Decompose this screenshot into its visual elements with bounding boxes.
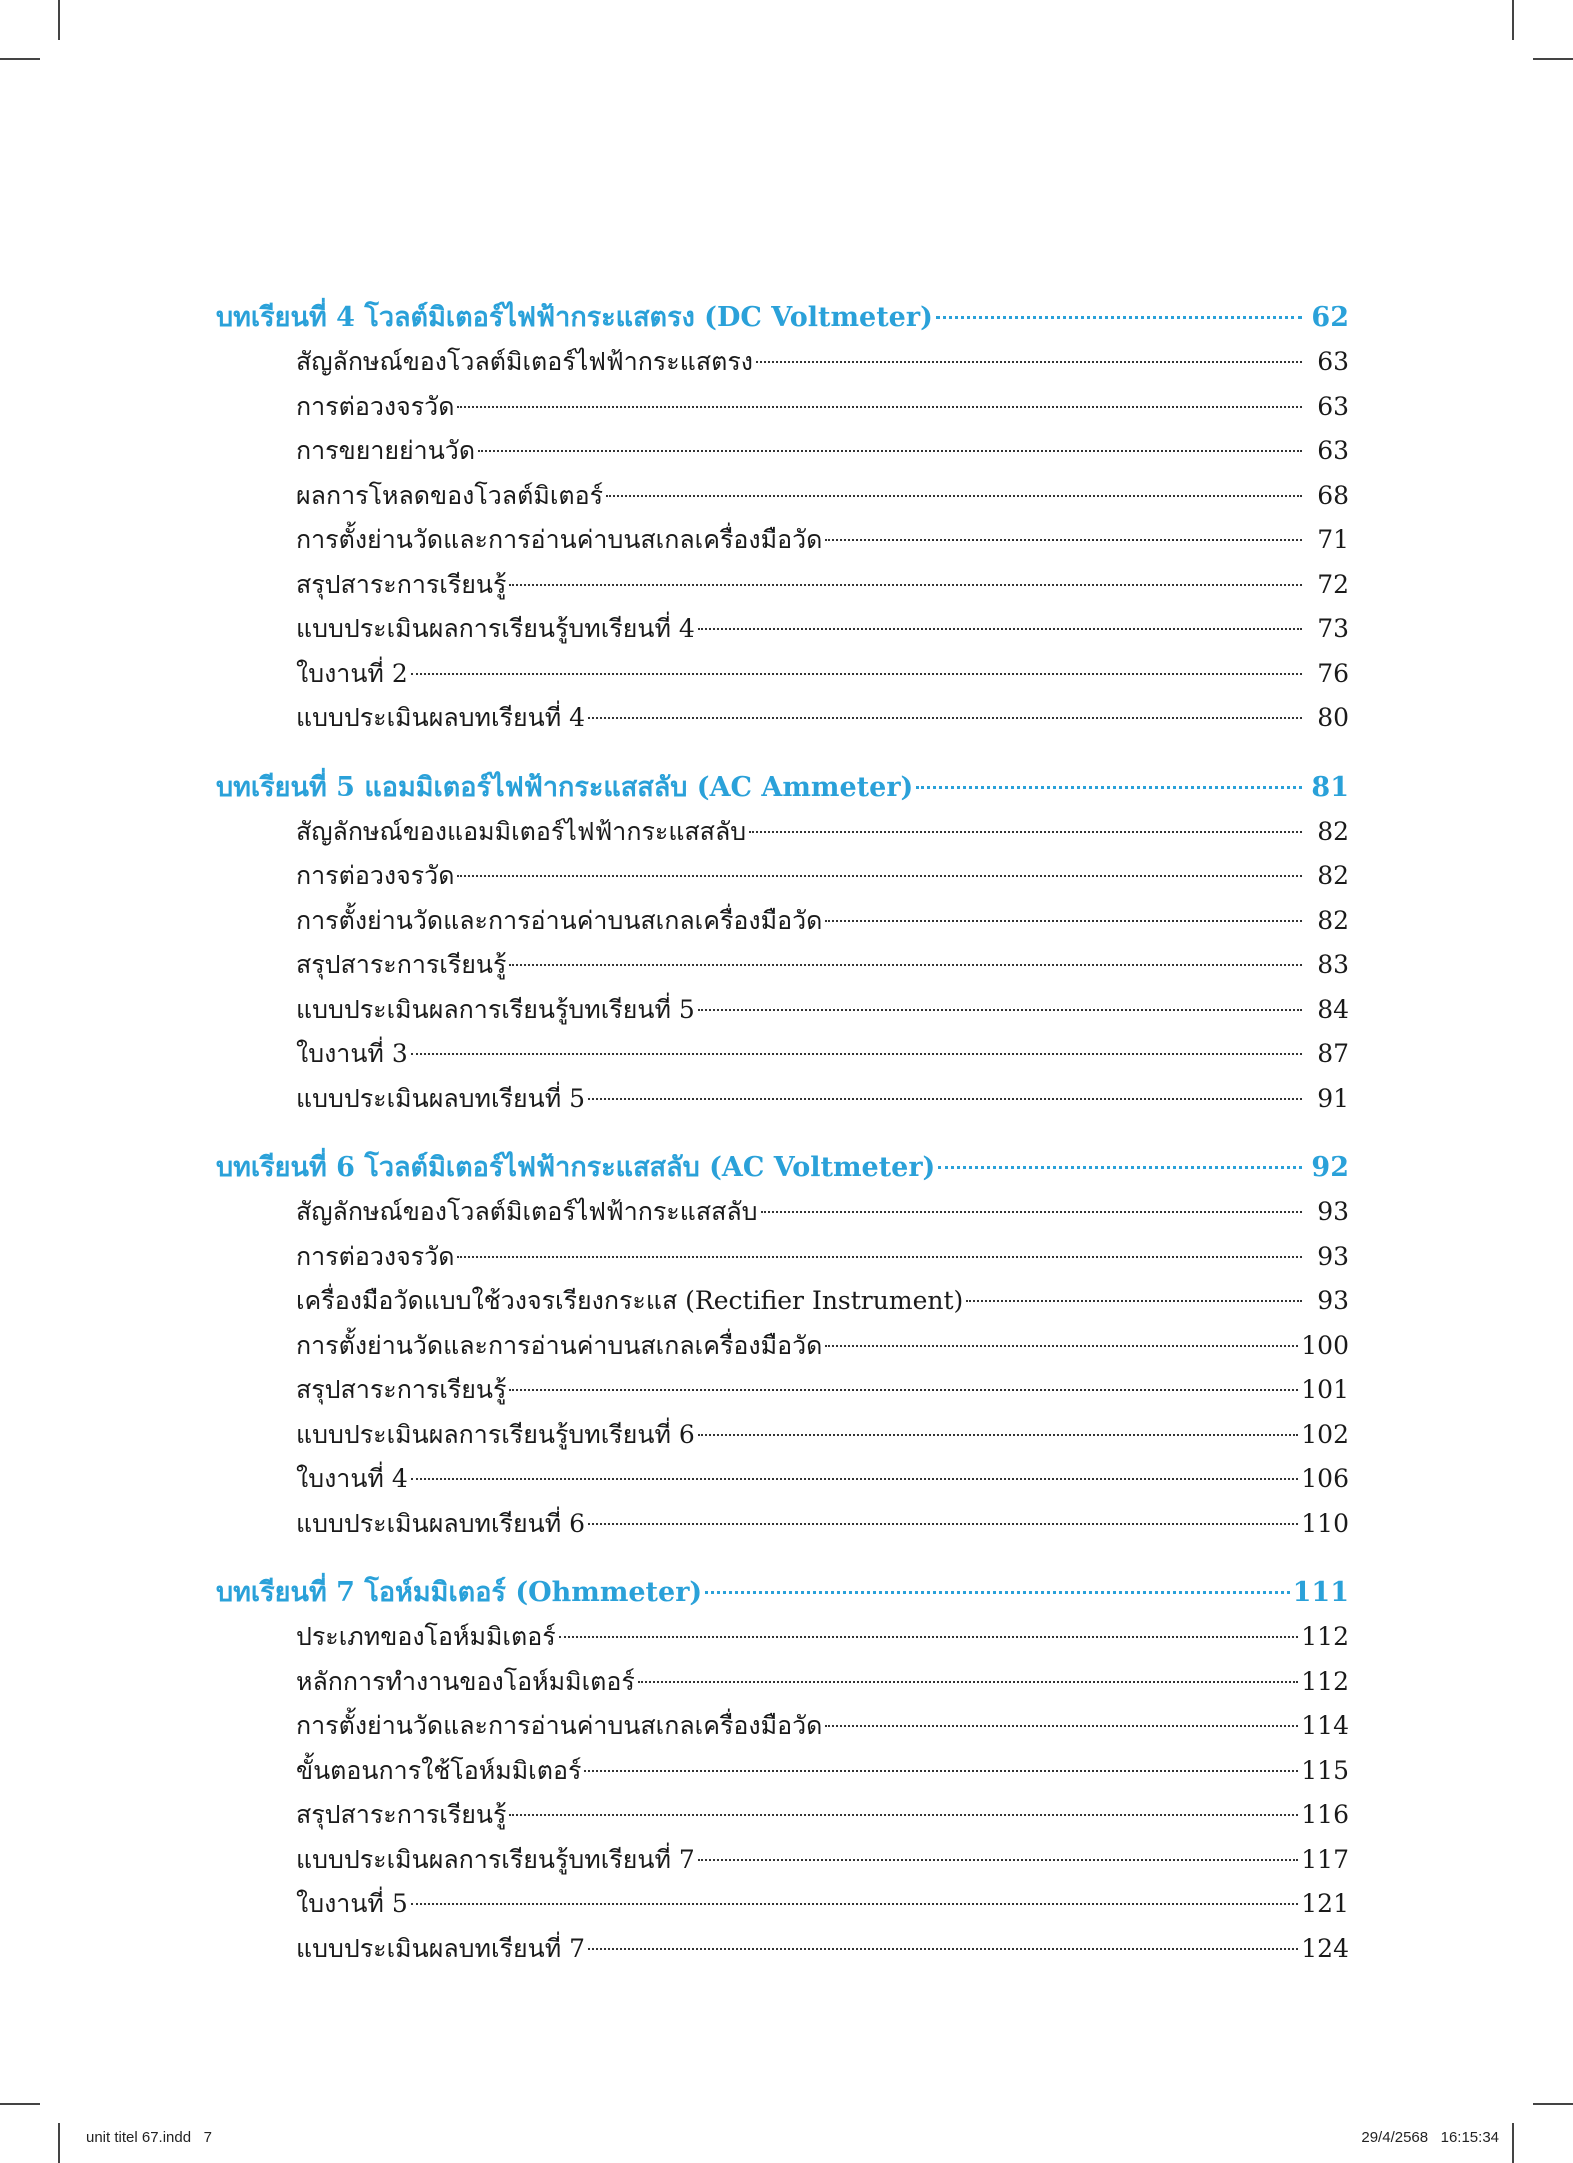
item-label: การต่อวงจรวัด bbox=[296, 391, 455, 421]
chapter-spacer bbox=[216, 741, 1349, 766]
toc-item[interactable] bbox=[216, 1615, 1349, 1660]
item-label: สัญลักษณ์ของโวลต์มิเตอร์ไฟฟ้ากระแสสลับ bbox=[296, 1197, 758, 1226]
item-label: สัญลักษณ์ของโวลต์มิเตอร์ไฟฟ้ากระแสตรง bbox=[296, 347, 753, 376]
item-page: 72 bbox=[1317, 569, 1349, 599]
toc-item[interactable] bbox=[216, 899, 1349, 944]
item-label: การตั้งย่านวัดและการอ่านค่าบนสเกลเครื่องมือวัด bbox=[296, 905, 823, 935]
crop-mark bbox=[58, 0, 60, 40]
chapter-page: 92 bbox=[1311, 1152, 1349, 1183]
item-label: การต่อวงจรวัด bbox=[296, 1241, 455, 1271]
item-page: 116 bbox=[1301, 1800, 1349, 1829]
chapter-page: 81 bbox=[1311, 771, 1349, 803]
chapter-section bbox=[216, 1571, 1349, 1971]
item-label: หลักการทำงานของโอห์มมิเตอร์ bbox=[296, 1666, 635, 1696]
toc-item[interactable] bbox=[216, 563, 1349, 608]
item-page: 63 bbox=[1317, 347, 1349, 376]
toc-item[interactable] bbox=[216, 1077, 1349, 1122]
item-page: 87 bbox=[1317, 1039, 1349, 1068]
crop-mark bbox=[0, 2103, 40, 2105]
item-label: ใบงานที่ 3 bbox=[296, 1039, 408, 1068]
item-label: การต่อวงจรวัด bbox=[296, 861, 455, 890]
dot-leader bbox=[705, 1591, 1289, 1594]
toc-item[interactable] bbox=[216, 1704, 1349, 1749]
item-label: แบบประเมินผลบทเรียนที่ 7 bbox=[296, 1933, 586, 1963]
item-page: 82 bbox=[1317, 905, 1349, 935]
dot-leader bbox=[825, 920, 1302, 922]
toc-item[interactable] bbox=[216, 1457, 1349, 1502]
item-page: 124 bbox=[1301, 1933, 1349, 1963]
dot-leader bbox=[588, 717, 1302, 719]
dot-leader bbox=[825, 1345, 1298, 1347]
item-page: 82 bbox=[1317, 816, 1349, 846]
crop-mark bbox=[1533, 58, 1573, 60]
item-label: สรุปสาระการเรียนรู้ bbox=[296, 1375, 507, 1404]
item-page: 110 bbox=[1301, 1508, 1349, 1538]
item-label: ขั้นตอนการใช้โอห์มมิเตอร์ bbox=[296, 1755, 582, 1785]
item-page: 121 bbox=[1301, 1889, 1349, 1918]
toc-item[interactable] bbox=[216, 652, 1349, 697]
dot-leader bbox=[698, 1009, 1302, 1011]
footer-timestamp: 29/4/2568 16:15:34 bbox=[1361, 2129, 1499, 2146]
toc-item[interactable] bbox=[216, 1749, 1349, 1794]
toc-item[interactable] bbox=[216, 1032, 1349, 1077]
toc-item[interactable] bbox=[216, 810, 1349, 855]
chapter-title: บทเรียนที่ 7 โอห์มมิเตอร์ (Ohmmeter) bbox=[216, 1577, 703, 1608]
toc-item[interactable] bbox=[216, 518, 1349, 563]
dot-leader bbox=[749, 831, 1302, 833]
dot-leader bbox=[478, 450, 1302, 452]
toc-item[interactable] bbox=[216, 943, 1349, 988]
dot-leader bbox=[698, 628, 1302, 630]
dot-leader bbox=[457, 406, 1302, 408]
item-label: ประเภทของโอห์มมิเตอร์ bbox=[296, 1622, 556, 1651]
dot-leader bbox=[559, 1636, 1299, 1638]
toc-item[interactable] bbox=[216, 1882, 1349, 1927]
dot-leader bbox=[509, 1814, 1298, 1816]
item-page: 84 bbox=[1317, 994, 1349, 1024]
dot-leader bbox=[938, 1166, 1302, 1169]
item-page: 117 bbox=[1301, 1844, 1349, 1874]
chapter-heading[interactable] bbox=[216, 296, 1349, 340]
item-label: สรุปสาระการเรียนรู้ bbox=[296, 569, 507, 599]
item-label: สรุปสาระการเรียนรู้ bbox=[296, 1800, 507, 1829]
item-label: แบบประเมินผลการเรียนรู้บทเรียนที่ 5 bbox=[296, 994, 695, 1024]
toc-item[interactable] bbox=[216, 1279, 1349, 1324]
item-page: 112 bbox=[1301, 1622, 1349, 1651]
item-label: แบบประเมินผลบทเรียนที่ 6 bbox=[296, 1508, 586, 1538]
dot-leader bbox=[761, 1211, 1302, 1213]
item-label: แบบประเมินผลบทเรียนที่ 5 bbox=[296, 1083, 586, 1113]
item-page: 80 bbox=[1317, 703, 1349, 732]
dot-leader bbox=[588, 1098, 1302, 1100]
item-label: สัญลักษณ์ของแอมมิเตอร์ไฟฟ้ากระแสสลับ bbox=[296, 816, 747, 846]
toc-item[interactable] bbox=[216, 340, 1349, 385]
chapter-section bbox=[216, 296, 1349, 741]
crop-mark bbox=[1533, 2103, 1573, 2105]
chapter-spacer bbox=[216, 1546, 1349, 1571]
item-page: 101 bbox=[1301, 1375, 1349, 1404]
toc-item[interactable] bbox=[216, 696, 1349, 741]
item-page: 93 bbox=[1317, 1197, 1349, 1226]
dot-leader bbox=[509, 964, 1302, 966]
item-page: 112 bbox=[1301, 1666, 1349, 1696]
chapter-title: บทเรียนที่ 6 โวลต์มิเตอร์ไฟฟ้ากระแสสลับ (AC Voltmeter) bbox=[216, 1152, 936, 1183]
item-page: 115 bbox=[1301, 1755, 1349, 1785]
dot-leader bbox=[588, 1948, 1298, 1950]
item-page: 63 bbox=[1317, 391, 1349, 421]
item-label: ใบงานที่ 4 bbox=[296, 1464, 408, 1493]
item-label: เครื่องมือวัดแบบใช้วงจรเรียงกระแส (Rectifier Instrument) bbox=[296, 1286, 964, 1315]
chapter-page: 111 bbox=[1292, 1577, 1349, 1608]
toc-item[interactable] bbox=[216, 1502, 1349, 1547]
toc-item[interactable] bbox=[216, 607, 1349, 652]
toc-item[interactable] bbox=[216, 1190, 1349, 1235]
item-label: สรุปสาระการเรียนรู้ bbox=[296, 950, 507, 979]
item-page: 73 bbox=[1317, 614, 1349, 643]
item-page: 100 bbox=[1301, 1330, 1349, 1360]
item-page: 76 bbox=[1317, 658, 1349, 688]
chapter-spacer bbox=[216, 1121, 1349, 1146]
chapter-heading[interactable] bbox=[216, 766, 1349, 810]
toc-item[interactable] bbox=[216, 1324, 1349, 1369]
dot-leader bbox=[411, 1903, 1299, 1905]
toc-item[interactable] bbox=[216, 1838, 1349, 1883]
chapter-page: 62 bbox=[1311, 302, 1349, 333]
item-label: การตั้งย่านวัดและการอ่านค่าบนสเกลเครื่องมือวัด bbox=[296, 1330, 823, 1360]
footer-filename: unit titel 67.indd 7 bbox=[86, 2129, 212, 2146]
item-page: 82 bbox=[1317, 861, 1349, 890]
chapter-title: บทเรียนที่ 4 โวลต์มิเตอร์ไฟฟ้ากระแสตรง (DC Voltmeter) bbox=[216, 302, 933, 333]
toc-item[interactable] bbox=[216, 988, 1349, 1033]
item-page: 93 bbox=[1317, 1241, 1349, 1271]
dot-leader bbox=[638, 1681, 1298, 1683]
dot-leader bbox=[606, 495, 1302, 497]
chapter-section bbox=[216, 766, 1349, 1122]
toc-item[interactable] bbox=[216, 474, 1349, 519]
chapter-title: บทเรียนที่ 5 แอมมิเตอร์ไฟฟ้ากระแสสลับ (AC Ammeter) bbox=[216, 771, 914, 803]
dot-leader bbox=[825, 539, 1302, 541]
crop-mark bbox=[58, 2123, 60, 2163]
dot-leader bbox=[756, 361, 1302, 363]
chapter-heading[interactable] bbox=[216, 1146, 1349, 1190]
dot-leader bbox=[966, 1300, 1302, 1302]
toc-item[interactable] bbox=[216, 1235, 1349, 1280]
chapter-heading[interactable] bbox=[216, 1571, 1349, 1615]
toc-item[interactable] bbox=[216, 1927, 1349, 1972]
dot-leader bbox=[916, 786, 1302, 789]
item-page: 68 bbox=[1317, 480, 1349, 510]
toc-item[interactable] bbox=[216, 429, 1349, 474]
toc-item[interactable] bbox=[216, 1413, 1349, 1458]
dot-leader bbox=[936, 316, 1302, 319]
item-page: 106 bbox=[1301, 1464, 1349, 1493]
item-label: การตั้งย่านวัดและการอ่านค่าบนสเกลเครื่องมือวัด bbox=[296, 1711, 823, 1740]
dot-leader bbox=[411, 1053, 1302, 1055]
item-label: ใบงานที่ 5 bbox=[296, 1889, 408, 1918]
item-page: 114 bbox=[1301, 1711, 1349, 1740]
item-page: 63 bbox=[1317, 436, 1349, 465]
dot-leader bbox=[584, 1770, 1298, 1772]
dot-leader bbox=[698, 1434, 1298, 1436]
toc-item[interactable] bbox=[216, 385, 1349, 430]
toc-item[interactable] bbox=[216, 1793, 1349, 1838]
item-label: ผลการโหลดของโวลต์มิเตอร์ bbox=[296, 480, 604, 510]
item-page: 83 bbox=[1317, 950, 1349, 979]
dot-leader bbox=[509, 584, 1302, 586]
table-of-contents bbox=[216, 296, 1349, 1971]
crop-mark bbox=[0, 58, 40, 60]
item-label: การตั้งย่านวัดและการอ่านค่าบนสเกลเครื่องมือวัด bbox=[296, 525, 823, 554]
item-label: การขยายย่านวัด bbox=[296, 436, 476, 465]
dot-leader bbox=[825, 1725, 1298, 1727]
crop-mark bbox=[1512, 2123, 1514, 2163]
dot-leader bbox=[457, 1256, 1302, 1258]
item-page: 93 bbox=[1317, 1286, 1349, 1315]
toc-item[interactable] bbox=[216, 1368, 1349, 1413]
dot-leader bbox=[411, 1478, 1299, 1480]
item-label: แบบประเมินผลการเรียนรู้บทเรียนที่ 6 bbox=[296, 1419, 695, 1449]
item-label: ใบงานที่ 2 bbox=[296, 658, 408, 688]
dot-leader bbox=[588, 1523, 1298, 1525]
crop-mark bbox=[1512, 0, 1514, 40]
dot-leader bbox=[411, 673, 1302, 675]
item-label: แบบประเมินผลการเรียนรู้บทเรียนที่ 7 bbox=[296, 1844, 695, 1874]
item-label: แบบประเมินผลบทเรียนที่ 4 bbox=[296, 703, 586, 732]
toc-item[interactable] bbox=[216, 1660, 1349, 1705]
item-label: แบบประเมินผลการเรียนรู้บทเรียนที่ 4 bbox=[296, 614, 695, 643]
item-page: 71 bbox=[1317, 525, 1349, 554]
toc-item[interactable] bbox=[216, 854, 1349, 899]
item-page: 91 bbox=[1317, 1083, 1349, 1113]
dot-leader bbox=[698, 1859, 1298, 1861]
dot-leader bbox=[457, 875, 1302, 877]
chapter-section bbox=[216, 1146, 1349, 1546]
item-page: 102 bbox=[1301, 1419, 1349, 1449]
dot-leader bbox=[509, 1389, 1298, 1391]
